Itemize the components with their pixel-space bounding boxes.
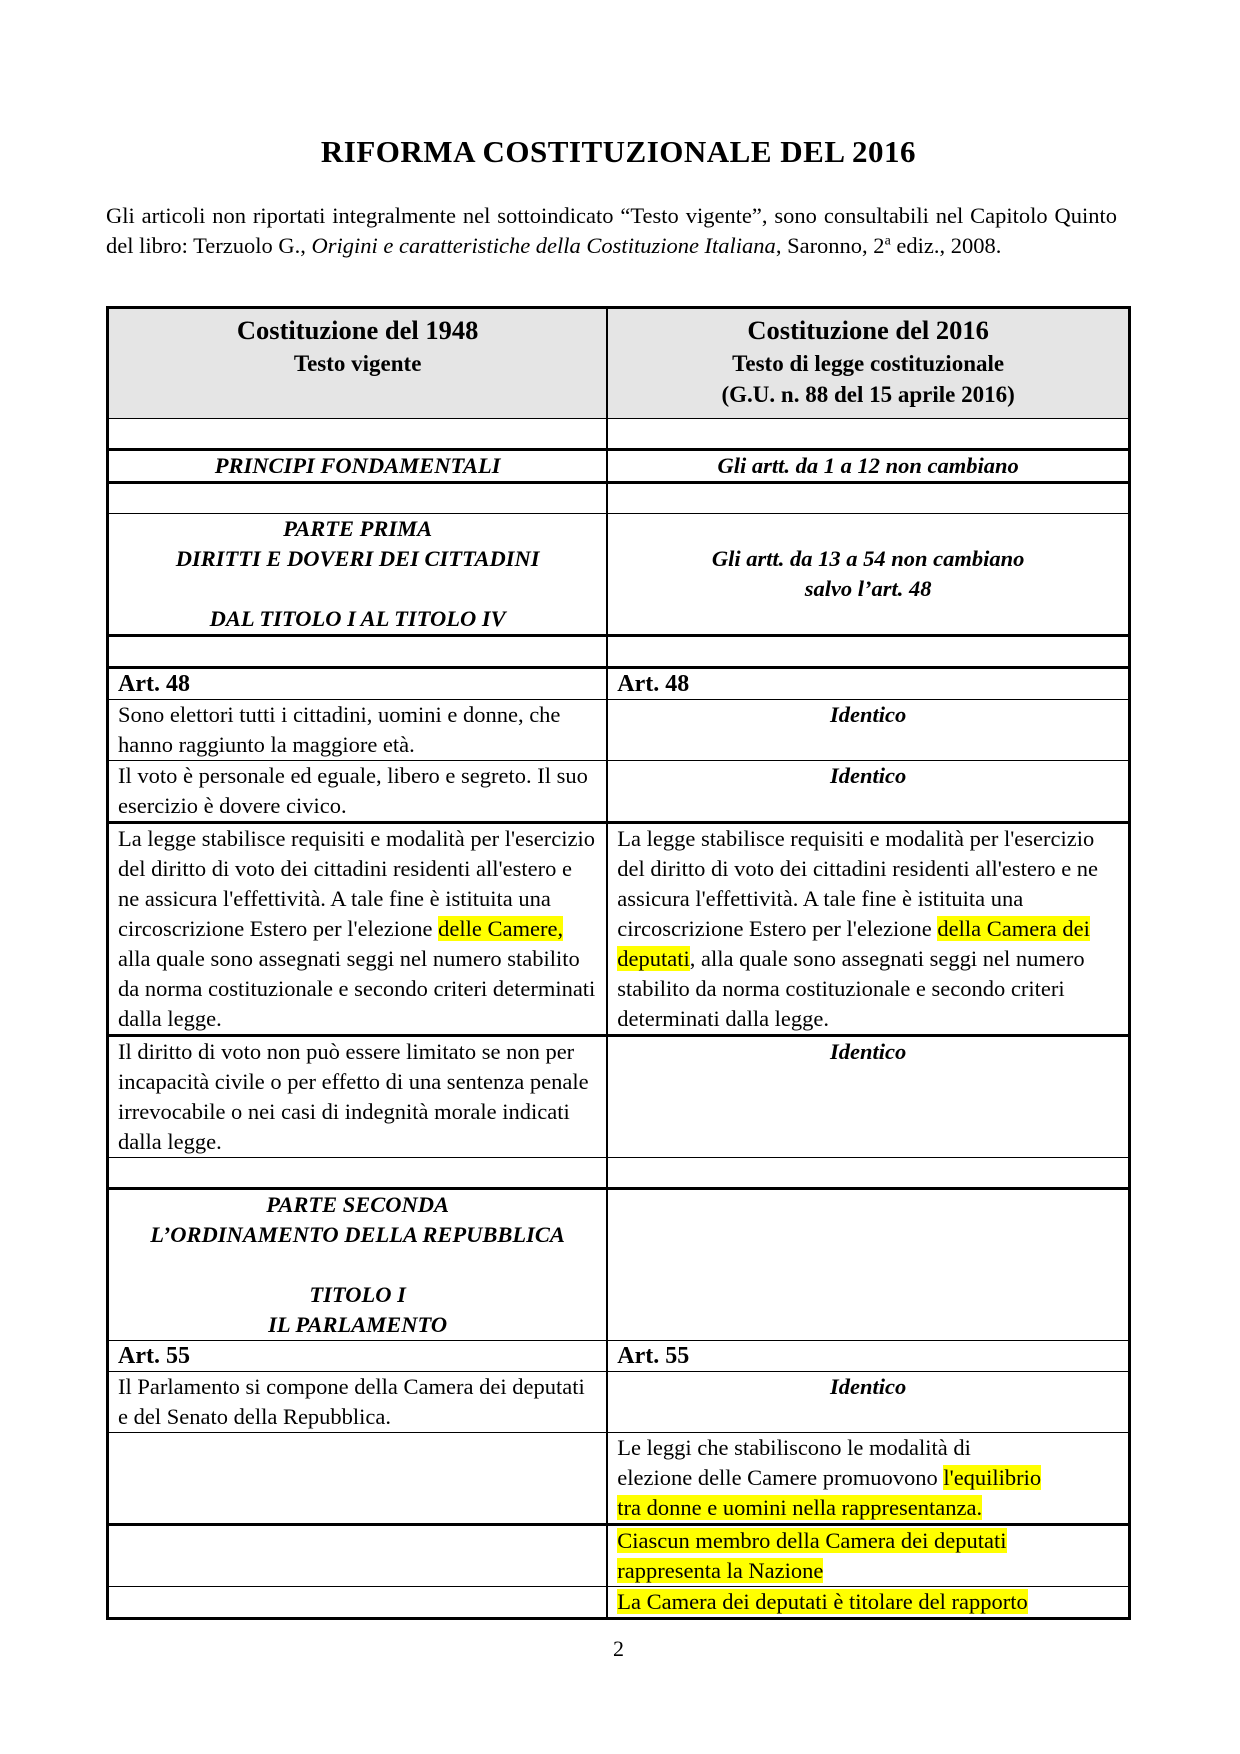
cell-right-body	[607, 823, 1129, 1036]
heading-line: Testo vigente	[293, 351, 422, 376]
cell-right-section: Gli artt. da 1 a 12 non cambiano	[607, 450, 1129, 483]
cell-right-body	[607, 1433, 1129, 1525]
cell-right-empty	[607, 1189, 1129, 1341]
highlighted-text: delle Camere,	[438, 916, 564, 941]
cell-right-empty	[607, 636, 1129, 668]
cell-left-empty	[108, 636, 608, 668]
page-title: RIFORMA COSTITUZIONALE DEL 2016	[320, 134, 917, 169]
heading-line: Costituzione del 1948	[236, 315, 479, 345]
cell-right-article: Art. 48	[607, 668, 1129, 700]
text-segment: La legge stabilisce requisiti e modalità per l'esercizio del diritto di voto dei cittadini residenti all'estero e ne assicura l'effettività. A tale fine è istituita una circoscrizione Estero per l'elezione	[617, 826, 1099, 941]
cell-right-article: Art. 55	[607, 1341, 1129, 1372]
text-segment: ediz., 2008.	[890, 232, 1002, 258]
table-row	[108, 823, 1130, 1036]
cell-left-section	[108, 1189, 608, 1341]
table-row	[108, 1587, 1130, 1619]
cell-left-empty	[108, 1587, 608, 1619]
heading-line: Gli artt. da 13 a 54 non cambiano	[711, 546, 1025, 571]
cell-left-body	[108, 823, 608, 1036]
cell-left-body: Il Parlamento si compone della Camera dei deputati e del Senato della Repubblica.	[108, 1372, 608, 1433]
cell-right-identico: Identico	[607, 761, 1129, 823]
heading-line: DAL TITOLO I AL TITOLO IV	[209, 606, 506, 631]
cell-right-identico: Identico	[607, 700, 1129, 761]
cell-left-empty	[108, 1158, 608, 1189]
cell-left-section: PRINCIPI FONDAMENTALI	[108, 450, 608, 483]
heading-line: salvo l’art. 48	[804, 576, 932, 601]
cell-left-body: Il diritto di voto non può essere limitato se non per incapacità civile o per effetto di una sentenza penale irrevocabile o nei casi di indegnità morale indicati dalla legge.	[108, 1036, 608, 1158]
table-row	[108, 1433, 1130, 1525]
cell-left-body: Sono elettori tutti i cittadini, uomini e donne, che hanno raggiunto la maggiore età.	[108, 700, 608, 761]
cell-right-identico: Identico	[607, 1372, 1129, 1433]
text-segment: , Saronno, 2	[775, 232, 885, 258]
heading-line: DIRITTI E DOVERI DEI CITTADINI	[175, 546, 540, 571]
highlighted-text: l'equilibrio	[943, 1465, 1042, 1490]
table-row	[108, 514, 1130, 636]
highlighted-text: La Camera dei deputati è titolare del rapporto	[617, 1589, 1028, 1614]
text-segment: Origini e caratteristiche della Costituzione Italiana	[311, 232, 776, 258]
cell-right-empty	[607, 419, 1129, 450]
cell-right-empty	[607, 1158, 1129, 1189]
table-row	[108, 668, 1130, 700]
intro-paragraph	[106, 201, 1131, 260]
highlighted-text: della Camera dei deputati	[617, 916, 1090, 971]
cell-left-empty	[108, 1433, 608, 1525]
heading-line: PARTE PRIMA	[283, 516, 433, 541]
highlighted-text: tra donne e uomini nella rappresentanza.	[617, 1495, 983, 1520]
heading-line	[118, 574, 597, 604]
heading-line: (G.U. n. 88 del 15 aprile 2016)	[721, 382, 1015, 407]
cell-right-section	[607, 514, 1129, 636]
cell-right-identico: Identico	[607, 1036, 1129, 1158]
cell-right-empty	[607, 483, 1129, 514]
cell-left-body: Il voto è personale ed eguale, libero e segreto. Il suo esercizio è dovere civico.	[108, 761, 608, 823]
highlighted-text: Ciascun membro della Camera dei deputati	[617, 1528, 1007, 1553]
spacer-row	[108, 1158, 1130, 1189]
table-row	[108, 450, 1130, 483]
cell-left-empty	[108, 1525, 608, 1587]
table-row	[108, 700, 1130, 761]
table-row	[108, 1036, 1130, 1158]
table-row	[108, 761, 1130, 823]
table-header-right	[607, 308, 1129, 419]
heading-line: Costituzione del 2016	[747, 315, 989, 345]
spacer-row	[108, 636, 1130, 668]
heading-line: L’ORDINAMENTO DELLA REPUBBLICA	[150, 1222, 565, 1247]
text-segment: alla quale sono assegnati seggi nel numero stabilito da norma costituzionale e secondo criteri determinati dalla legge.	[118, 946, 596, 1031]
table-row	[108, 1372, 1130, 1433]
spacer-row	[108, 483, 1130, 514]
heading-line: Testo di legge costituzionale	[732, 351, 1005, 376]
text-segment: La legge stabilisce requisiti e modalità per l'esercizio del diritto di voto dei cittadini residenti all'estero e ne assicura l'effettività. A tale fine è istituita una circoscrizione Estero per l'elezione	[118, 826, 595, 941]
cell-right-body	[607, 1525, 1129, 1587]
table-row	[108, 1189, 1130, 1341]
heading-line	[118, 1250, 597, 1280]
cell-left-empty	[108, 483, 608, 514]
page-number: 2	[613, 1636, 624, 1661]
cell-right-body	[607, 1587, 1129, 1619]
text-segment: elezione delle Camere promuovono	[617, 1465, 944, 1490]
heading-line: TITOLO I	[309, 1282, 406, 1307]
table-header-left	[108, 308, 608, 419]
comparison-table	[106, 306, 1131, 1620]
cell-left-article: Art. 55	[108, 1341, 608, 1372]
text-segment: , alla quale sono assegnati seggi nel numero stabilito da norma costituzionale e secondo criteri determinati dalla legge.	[617, 946, 1085, 1031]
table-header-row	[108, 308, 1130, 419]
table-row	[108, 1341, 1130, 1372]
page-content	[106, 0, 1131, 1662]
heading-line: IL PARLAMENTO	[268, 1312, 448, 1337]
cell-left-section	[108, 514, 608, 636]
highlighted-text: rappresenta la Nazione	[617, 1558, 824, 1583]
text-segment: Le leggi che stabiliscono le modalità di	[617, 1435, 971, 1460]
comparison-table-body	[108, 308, 1130, 1619]
cell-left-article: Art. 48	[108, 668, 608, 700]
table-row	[108, 1525, 1130, 1587]
text-segment: Gli articoli non riportati integralmente nel sottoindicato “Testo vigente”, sono consultabili nel Capitolo Quinto del libro: Terzuolo G.,	[106, 203, 1117, 258]
text-segment: a	[884, 233, 891, 248]
cell-left-empty	[108, 419, 608, 450]
heading-line: PARTE SECONDA	[266, 1192, 449, 1217]
spacer-row	[108, 419, 1130, 450]
